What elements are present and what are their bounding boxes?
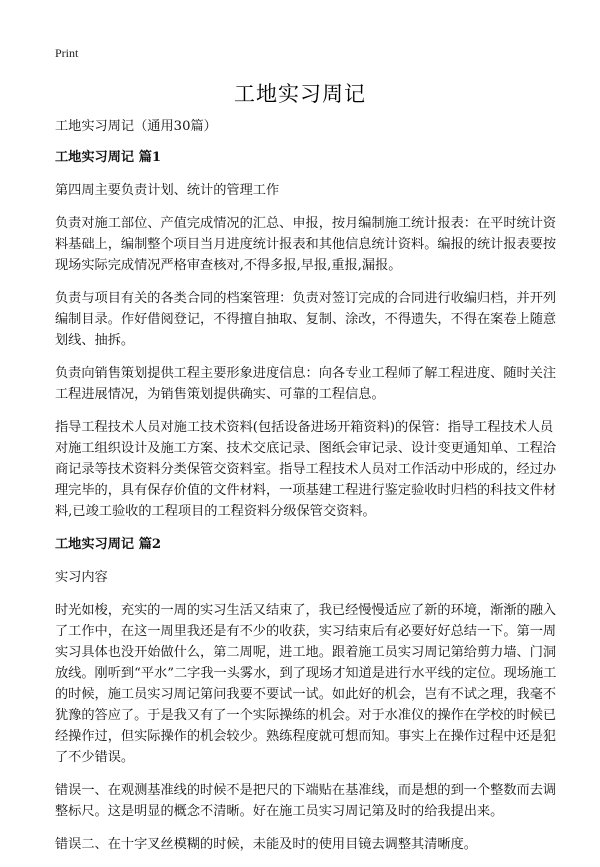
paragraph: 指导工程技术人员对施工技术资料(包括设备进场开箱资料)的保管：指导工程技术人员对施工组织设计及施工方案、技术交底记录、图纸会审记录、设计变更通知单、工程洽商记录等技术资料分类保管交资料室。指导工程技术人员对工作活动中形成的，经过办理完毕的，具有保存价值的文件材料，一项基建工程进行鉴定验收时归档的科技文件材料,已竣工验收的工程项目的工程资料分级保管交资料。 [55, 420, 557, 519]
document-subtitle: 工地实习周记（通用30篇） [55, 119, 217, 134]
paragraph: 错误一、在观测基准线的时候不是把尺的下端贴在基准线，而是想的到一个整数而去调整标尺。这是明显的概念不清晰。好在施工员实习周记第及时的给我提出来。 [55, 783, 557, 819]
paragraph: 实习内容 [55, 570, 108, 585]
paragraph: 第四周主要负责计划、统计的管理工作 [55, 183, 280, 198]
document-title: 工地实习周记 [234, 82, 366, 106]
section-heading-1: 工地实习周记 篇1 [55, 150, 162, 165]
paragraph: 时光如梭，充实的一周的实习生活又结束了，我已经慢慢适应了新的环境，渐渐的融入了工作中，在这一周里我还是有不少的收获，实习结束后有必要好好总结一下。第一周实习具体也没开始做什么，第二周呢，进工地。跟着施工员实习周记第给剪力墙、门洞放线。刚听到“平水”二字我一头雾水，到了现场才知道是进行水平线的定位。现场施工的时候，施工员实习周记第问我要不要试一试。如此好的机会，岂有不试之理，我毫不犹豫的答应了。于是我又有了一个实际操练的机会。对于水准仪的操作在学校的时候已经操作过，但实际操作的机会较少。熟练程度就可想而知。事实上在操作过程中还是犯了不少错误。 [55, 603, 557, 765]
document-body [55, 116, 560, 867]
print-link[interactable]: Print [55, 46, 79, 60]
paragraph: 负责与项目有关的各类合同的档案管理：负责对签订完成的合同进行收编归档，并开列编制目录。作好借阅登记，不得擅自抽取、复制、涂改，不得遗失，不得在案卷上随意划线、抽拆。 [55, 291, 557, 348]
section-heading-2: 工地实习周记 篇2 [55, 537, 162, 552]
paragraph: 负责向销售策划提供工程主要形象进度信息：向各专业工程师了解工程进度、随时关注工程进展情况，为销售策划提供确实、可靠的工程信息。 [55, 366, 557, 402]
paragraph: 错误二、在十字叉丝模糊的时候，未能及时的使用目镜去调整其清晰度。 [55, 837, 477, 852]
paragraph: 负责对施工部位、产值完成情况的汇总、申报，按月编制施工统计报表：在平时统计资料基础上，编制整个项目当月进度统计报表和其他信息统计资料。编报的统计报表要按现场实际完成情况严格审查核对,不得多报,早报,重报,漏报。 [55, 216, 557, 273]
